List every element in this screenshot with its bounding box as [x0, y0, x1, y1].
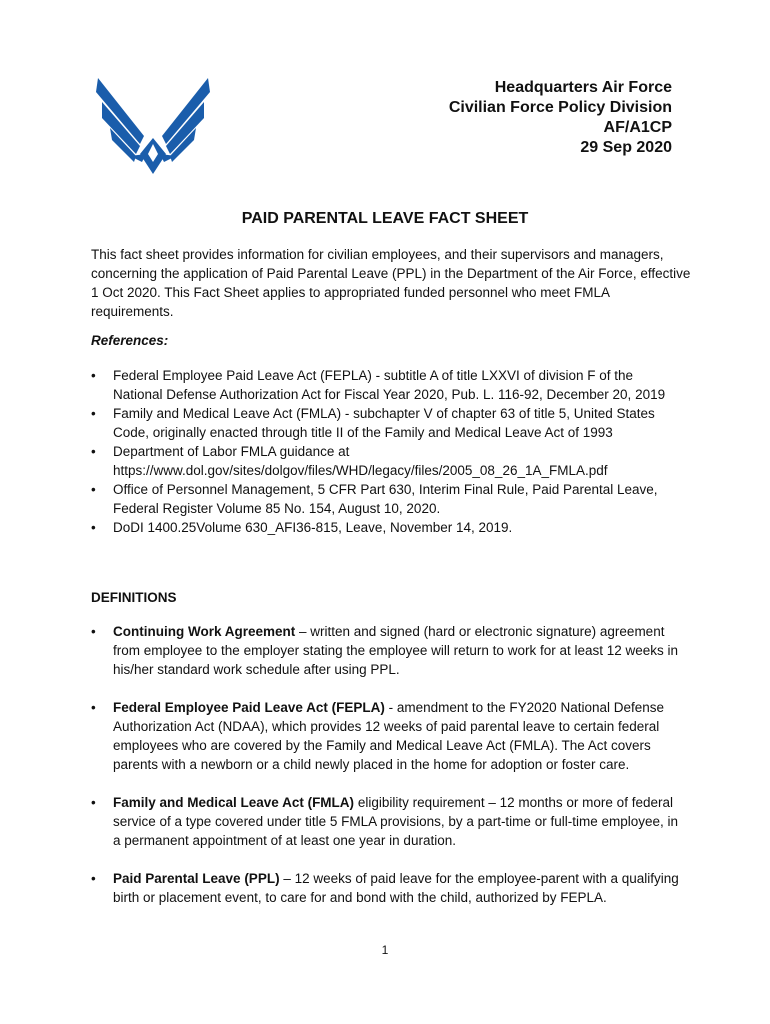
page-number: 1 — [381, 943, 389, 957]
definitions-list — [91, 622, 687, 926]
bullet-icon: • — [91, 520, 96, 535]
document-title: PAID PARENTAL LEAVE FACT SHEET — [241, 210, 529, 227]
reference-text-with-link[interactable]: Department of Labor FMLA guidance at https://www.dol.gov/sites/dolgov/files/WHD/legacy/files/2005_08_26_1A_FMLA.pdf — [113, 444, 608, 478]
definition-text: eligibility requirement – 12 months or more of federal service of a type covered under title 5 FMLA provisions, by a part-time or full-time employee, in a permanent appointment of at least one year in duration. — [113, 795, 678, 848]
intro-paragraph: This fact sheet provides information for civilian employees, and their supervisors and managers, concerning the application of Paid Parental Leave (PPL) in the Department of the Air Force, effective 1 Oct 2020. This Fact Sheet applies to appropriated funded personnel who meet FMLA requirements. — [91, 247, 691, 319]
reference-text: Office of Personnel Management, 5 CFR Part 630, Interim Final Rule, Paid Parental Leave, Federal Register Volume 85 No. 154, August 10, 2020. — [113, 482, 658, 516]
reference-item — [91, 518, 681, 537]
bullet-icon: • — [91, 700, 96, 715]
reference-text: DoDI 1400.25Volume 630_AFI36-815, Leave, November 14, 2019. — [113, 520, 513, 535]
definition-text: - amendment to the FY2020 National Defense Authorization Act (NDAA), which provides 12 weeks of paid parental leave to certain federal employees who are covered by the Family and Medical Leave Act (FMLA). The Act covers parents with a newborn or a child newly placed in the home for adoption or foster care. — [113, 700, 665, 772]
air-force-symbol-logo — [96, 74, 210, 178]
reference-text: Federal Employee Paid Leave Act (FEPLA) - subtitle A of title LXXVI of division F of the National Defense Authorization Act for Fiscal Year 2020, Pub. L. 116-92, December 20, 2019 — [113, 368, 666, 402]
definition-term: Continuing Work Agreement — [113, 624, 296, 639]
definition-term: Paid Parental Leave (PPL) — [113, 871, 280, 886]
definition-text: – 12 weeks of paid leave for the employee-parent with a qualifying birth or placement event, to care for and bond with the child, authorized by FEPLA. — [113, 871, 679, 905]
definition-text: – written and signed (hard or electronic signature) agreement from employee to the employer stating the employee will return to work for at least 12 weeks in his/her standard work schedule after using PPL. — [113, 624, 679, 677]
header-block — [449, 78, 672, 158]
reference-item — [91, 480, 681, 518]
definition-item — [91, 622, 687, 679]
bullet-icon: • — [91, 368, 96, 383]
definition-term: Family and Medical Leave Act (FMLA) — [113, 795, 355, 810]
reference-item — [91, 366, 681, 404]
reference-item — [91, 404, 681, 442]
definition-item — [91, 793, 687, 850]
bullet-icon: • — [91, 795, 96, 810]
definition-item — [91, 869, 687, 907]
header-office-symbol: AF/A1CP — [603, 119, 672, 136]
definitions-heading: DEFINITIONS — [91, 590, 177, 605]
references-list — [91, 366, 681, 537]
references-heading: References: — [91, 333, 169, 348]
header-organization: Headquarters Air Force — [494, 79, 672, 96]
definition-item — [91, 698, 687, 774]
header-division: Civilian Force Policy Division — [448, 99, 672, 116]
bullet-icon: • — [91, 444, 96, 459]
definition-term: Federal Employee Paid Leave Act (FEPLA) — [113, 700, 385, 715]
bullet-icon: • — [91, 624, 96, 639]
bullet-icon: • — [91, 482, 96, 497]
bullet-icon: • — [91, 871, 96, 886]
bullet-icon: • — [91, 406, 96, 421]
header-date: 29 Sep 2020 — [580, 139, 672, 156]
reference-item — [91, 442, 681, 480]
reference-text: Family and Medical Leave Act (FMLA) - subchapter V of chapter 63 of title 5, United States Code, originally enacted through title II of the Family and Medical Leave Act of 1993 — [113, 406, 655, 440]
